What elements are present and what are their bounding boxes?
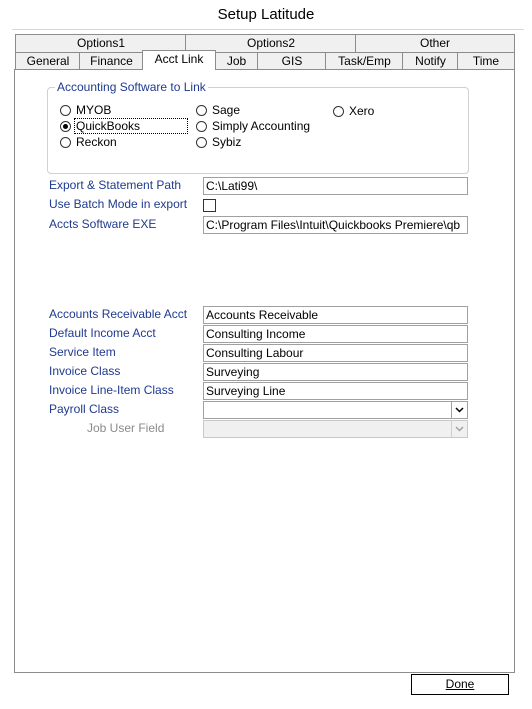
radio-myob[interactable] (60, 102, 112, 118)
radio-reckon[interactable] (60, 134, 118, 150)
tab-notify[interactable]: Notify (402, 52, 459, 70)
radio-label: Simply Accounting (212, 119, 311, 133)
accts-exe-input[interactable]: C:\Program Files\Intuit\Quickbooks Premiere\qb (203, 216, 468, 234)
tab-gis[interactable]: GIS (257, 52, 327, 70)
chevron-down-icon[interactable] (451, 402, 467, 418)
radio-label: Sage (212, 103, 241, 117)
radio-sage[interactable] (196, 102, 241, 118)
tab-task-emp[interactable]: Task/Emp (325, 52, 404, 70)
tab-general[interactable]: General (15, 52, 81, 70)
radio-icon (60, 105, 71, 116)
radio-label: QuickBooks (75, 119, 187, 133)
radio-icon (196, 105, 207, 116)
chevron-down-icon (451, 421, 467, 437)
radio-icon (333, 106, 344, 117)
tab-time[interactable]: Time (457, 52, 515, 70)
payroll-class-select[interactable] (203, 401, 468, 419)
radio-selected-icon (60, 121, 71, 132)
invoice-class-input[interactable]: Surveying (203, 363, 468, 381)
radio-label: Xero (349, 104, 375, 118)
job-user-field-select (203, 420, 468, 438)
tab-acct-link[interactable]: Acct Link (142, 50, 216, 70)
line-item-class-label: Invoice Line-Item Class (49, 383, 174, 397)
radio-icon (196, 121, 207, 132)
export-path-label: Export & Statement Path (49, 178, 182, 192)
radio-label: Reckon (76, 135, 117, 149)
tab-job[interactable]: Job (214, 52, 259, 70)
accounting-software-legend: Accounting Software to Link (57, 80, 206, 94)
ar-acct-input[interactable]: Accounts Receivable (203, 306, 468, 324)
payroll-class-label: Payroll Class (49, 402, 120, 416)
service-item-label: Service Item (49, 345, 116, 359)
radio-label: Sybiz (212, 135, 242, 149)
radio-sybiz[interactable] (196, 134, 242, 150)
income-acct-input[interactable]: Consulting Income (203, 325, 468, 343)
batch-mode-label: Use Batch Mode in export (49, 197, 188, 211)
done-label: Done (445, 677, 475, 691)
title-divider (12, 29, 524, 30)
accts-exe-label: Accts Software EXE (49, 217, 157, 231)
tab-options1[interactable]: Options1 (15, 34, 187, 52)
ar-acct-label: Accounts Receivable Acct (49, 307, 188, 321)
tab-other[interactable]: Other (355, 34, 515, 52)
service-item-input[interactable]: Consulting Labour (203, 344, 468, 362)
radio-simply-accounting[interactable] (196, 118, 311, 134)
radio-icon (60, 137, 71, 148)
radio-xero[interactable] (333, 103, 375, 119)
tab-options2[interactable]: Options2 (185, 34, 357, 52)
radio-icon (196, 137, 207, 148)
export-path-input[interactable]: C:\Lati99\ (203, 177, 468, 195)
invoice-class-label: Invoice Class (49, 364, 121, 378)
batch-mode-checkbox[interactable] (203, 199, 216, 212)
income-acct-label: Default Income Acct (49, 326, 156, 340)
line-item-class-input[interactable]: Surveying Line (203, 382, 468, 400)
done-button[interactable] (411, 674, 509, 695)
window-title: Setup Latitude (217, 6, 315, 23)
tab-finance[interactable]: Finance (79, 52, 144, 70)
job-user-field-label: Job User Field (87, 421, 165, 435)
radio-label: MYOB (76, 103, 112, 117)
radio-quickbooks[interactable] (60, 118, 187, 134)
